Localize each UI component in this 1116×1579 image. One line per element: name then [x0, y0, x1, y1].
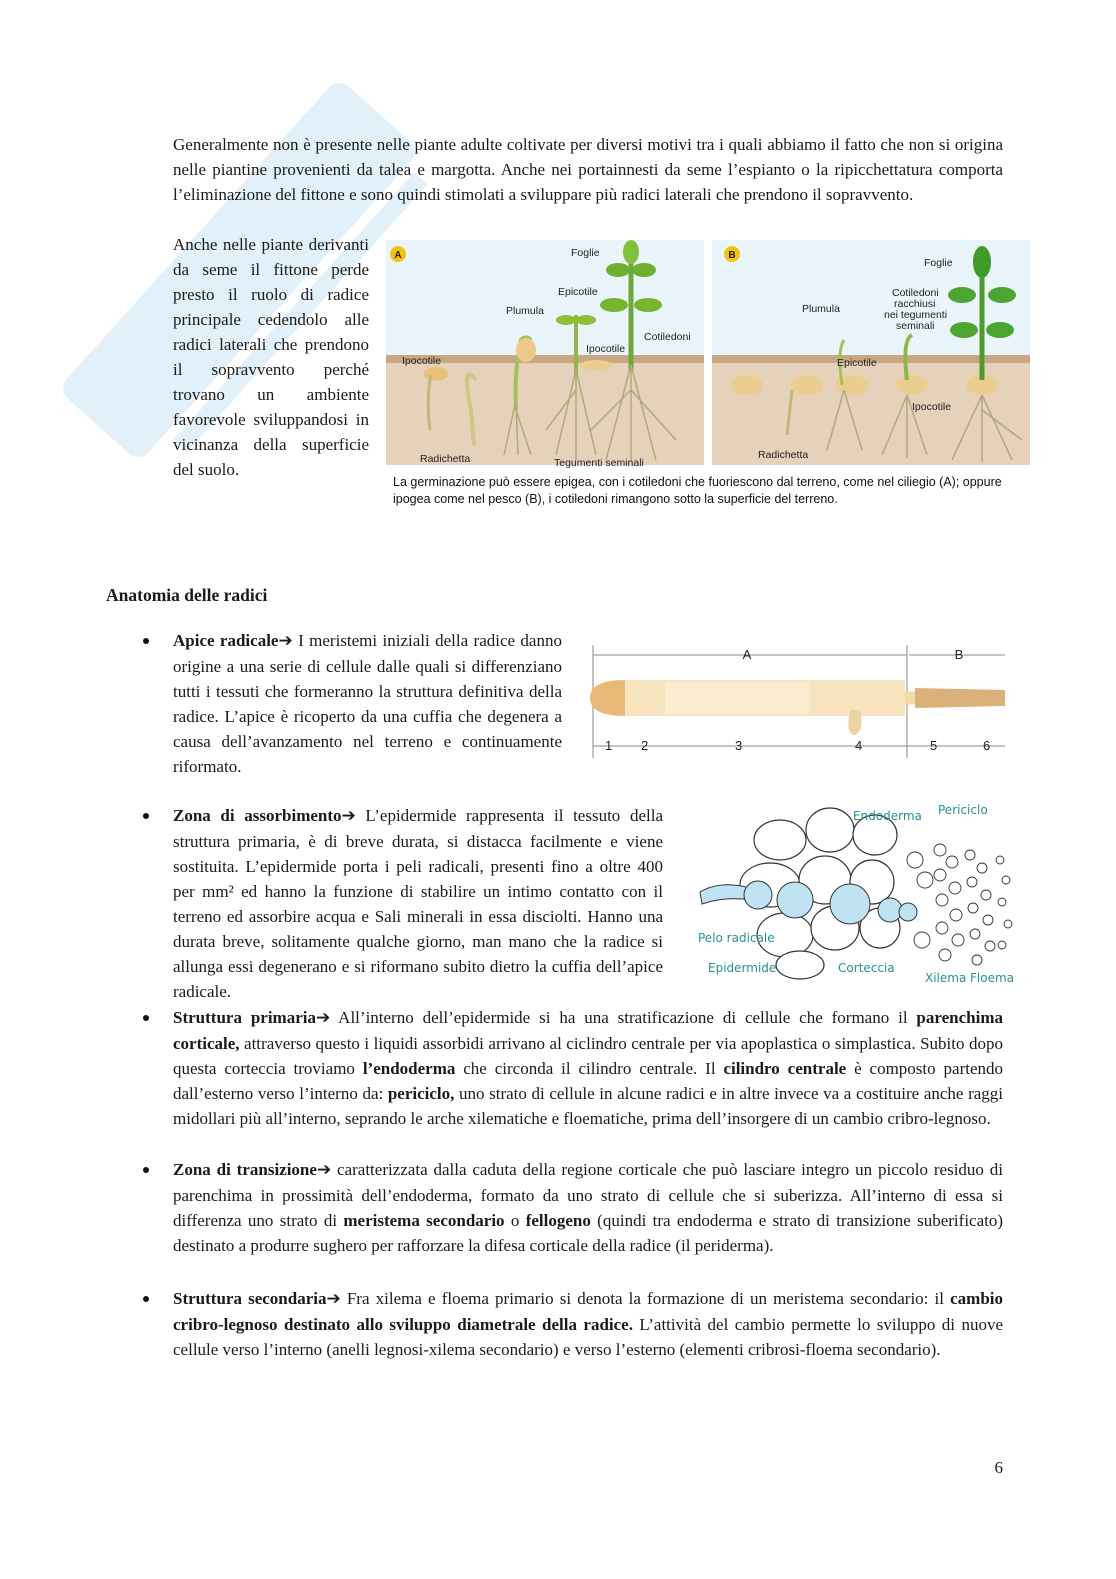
zone-label-b: B	[954, 647, 964, 662]
zone-label-a: A	[742, 647, 752, 662]
arrow-icon: ➔	[315, 1008, 331, 1028]
zone-label-2: 2	[641, 738, 649, 753]
label-radichetta-a: Radichetta	[420, 453, 471, 465]
zone-label-5: 5	[930, 738, 938, 753]
label-corteccia: Corteccia	[838, 961, 895, 975]
zone-label-1: 1	[605, 738, 613, 753]
label-cotiledoni-b3: nei tegumenti	[884, 309, 948, 321]
secondaria-text-1: Fra xilema e floema primario si denota la formazione di un meristema secondario: il	[340, 1289, 951, 1308]
assorb-text: L’epidermide rappresenta il tessuto della struttura primaria, è di breve durata, si distacca facilmente e viene sostituita. L’epidermide porta i peli radicali, presenti fino a oltre 400 per mm² ed hanno la funzione di stabilire un intimo contatto con il terreno ed assorbire acqua e Sali minerali in essa disciolti. Hanno una durata breve, solitamente qualche giorno, man mano che la radice si allunga essi degenerano e si riformano subito dietro la cuffia dell’apice radicale.	[173, 806, 663, 1001]
primaria-bold-2: l’endoderma	[362, 1059, 456, 1078]
primaria-bold-1: parenchima corticale,	[173, 1008, 1003, 1053]
arrow-icon: ➔	[341, 806, 356, 826]
label-ipocotile-a2: Ipocotile	[402, 355, 442, 367]
apice-title: Apice radicale	[173, 631, 279, 650]
primaria-text-5: uno strato di cellule in alcune radici e in altre invece va a costituire anche raggi midollari più all’interno, seprando le arche xilematiche e floematiche, prima dell’insorgere di un cambio cribro-legnoso.	[173, 1084, 1003, 1128]
label-cotiledoni-b4: seminali	[896, 320, 935, 332]
transizione-text-3: (quindi tra endoderma e strato di transizione suberificato) destinato a produrre sughero per rafforzare la difesa corticale della radice (il periderma).	[173, 1211, 1004, 1255]
primaria-bold-3: cilindro centrale	[723, 1059, 847, 1078]
primaria-title: Struttura primaria	[173, 1008, 316, 1027]
label-xilema: Xilema	[925, 971, 967, 985]
label-ipocotile-b: Ipocotile	[912, 401, 952, 413]
label-epicotile-b: Epicotile	[837, 357, 877, 369]
bullet-apice	[173, 628, 562, 779]
panel-a	[386, 240, 704, 469]
panel-b	[712, 240, 1030, 465]
label-cotiledoni-b1: Cotiledoni	[892, 287, 939, 299]
label-tegumenti-a: Tegumenti seminali	[554, 457, 644, 469]
label-endoderma: Endoderma	[853, 809, 922, 823]
primaria-text-4: è composto partendo dall’esterno verso l’interno da:	[173, 1059, 1004, 1103]
intro-paragraph: Generalmente non è presente nelle piante adulte coltivate per diversi motivi tra i quali abbiamo il fatto che non si origina nelle piantine provenienti da talea e margotta. Anche nei portainnesti da seme l’espianto o la ripicchettatura comporta l’eliminazione del fittone e sono quindi stimolati a sviluppare più radici laterali che prendono il sopravvento.	[173, 135, 1003, 204]
arrow-icon: ➔	[316, 1160, 332, 1180]
assorb-title: Zona di assorbimento	[173, 806, 342, 825]
zone-label-4: 4	[855, 738, 863, 753]
germination-figure	[386, 240, 1030, 472]
bullet-primaria	[173, 1005, 1003, 1131]
bullet-dot	[143, 1015, 149, 1021]
transizione-bold-1: meristema secondario	[343, 1211, 505, 1230]
label-cotiledoni-b2: racchiusi	[894, 298, 936, 310]
side-paragraph: Anche nelle piante derivanti da seme il fittone perde presto il ruolo di radice principale cedendolo alle radici laterali che prendono il sopravvento perché trovano un ambiente favorevole sviluppandosi in vicinanza della superficie del suolo.	[173, 235, 369, 479]
apice-text: I meristemi iniziali della radice danno origine a una serie di cellule dalle quali si differenziano tutti i tessuti che formeranno la struttura definitiva della radice. L’apice è ricoperto da una cuffia che degenera a causa dell’avanzamento nel terreno e continuamente riformato.	[173, 631, 562, 776]
transizione-text-2: o	[504, 1211, 526, 1230]
primaria-text-1: All’interno dell’epidermide si ha una stratificazione di cellule che formano il	[330, 1008, 917, 1027]
primaria-text-2: attraverso questo i liquidi assorbidi arrivano al ciclindro centrale per via apoplastica o simplastica. Subito dopo questa corteccia troviamo	[173, 1034, 1003, 1078]
label-periciclo: Periciclo	[938, 803, 988, 817]
arrow-icon: ➔	[278, 631, 293, 651]
germination-caption: La germinazione può essere epigea, con i cotiledoni che fuoriescono dal terreno, come nel ciliegio (A); oppure ipogea come nel pesco (B), i cotiledoni rimangono sotto la superficie del terreno.	[393, 475, 1002, 506]
primaria-bold-4: periciclo,	[387, 1084, 455, 1103]
label-foglie-b: Foglie	[924, 257, 953, 269]
secondaria-text-2: L’attività del cambio permette lo sviluppo di nuove cellule verso l’interno (anelli legnosi-xilema secondario) e verso l’esterno (elementi cribrosi-floema secondario).	[173, 1315, 1003, 1359]
label-epicotile-a: Epicotile	[558, 286, 598, 298]
root-hair-figure	[690, 800, 1020, 990]
arrow-icon: ➔	[326, 1289, 341, 1309]
bullet-transizione	[173, 1157, 1003, 1258]
secondaria-bold-1: cambio cribro-legnoso destinato allo sviluppo diametrale della radice.	[173, 1289, 1003, 1334]
label-foglie-a: Foglie	[571, 247, 600, 259]
section-heading: Anatomia delle radici	[106, 585, 268, 605]
label-plumula-b: Plumula	[802, 303, 840, 315]
zone-label-6: 6	[983, 738, 991, 753]
label-ipocotile-a1: Ipocotile	[586, 343, 626, 355]
bullet-assorbimento	[173, 803, 663, 1004]
panel-b-label: B	[728, 250, 736, 261]
label-floema: Floema	[970, 971, 1015, 985]
label-plumula-a: Plumula	[506, 305, 544, 317]
bullet-dot	[143, 813, 149, 819]
bullet-secondaria	[173, 1286, 1003, 1362]
transizione-bold-2: fellogeno	[525, 1211, 591, 1230]
zone-label-3: 3	[735, 738, 743, 753]
bullet-dot	[143, 1296, 149, 1302]
bullet-dot	[143, 1167, 149, 1173]
page-number: 6	[994, 1458, 1003, 1477]
label-cotiledoni-a: Cotiledoni	[644, 331, 691, 343]
label-radichetta-b: Radichetta	[758, 449, 809, 461]
root-zones-figure	[585, 640, 1010, 765]
transizione-text-1: caratterizzata dalla caduta della regione corticale che può lasciare integro un piccolo residuo di parenchima in prossimità dell’endoderma, formato da uno strato di cellule che si suberizza. All’interno di essa si differenza uno strato di	[173, 1160, 1003, 1230]
label-pelo-radicale: Pelo radicale	[698, 931, 775, 945]
panel-a-label: A	[394, 250, 402, 261]
secondaria-title: Struttura secondaria	[173, 1289, 327, 1308]
label-epidermide: Epidermide	[708, 961, 777, 975]
transizione-title: Zona di transizione	[173, 1160, 317, 1179]
bullet-dot	[143, 638, 149, 644]
primaria-text-3: che circonda il cilindro centrale. Il	[455, 1059, 724, 1078]
